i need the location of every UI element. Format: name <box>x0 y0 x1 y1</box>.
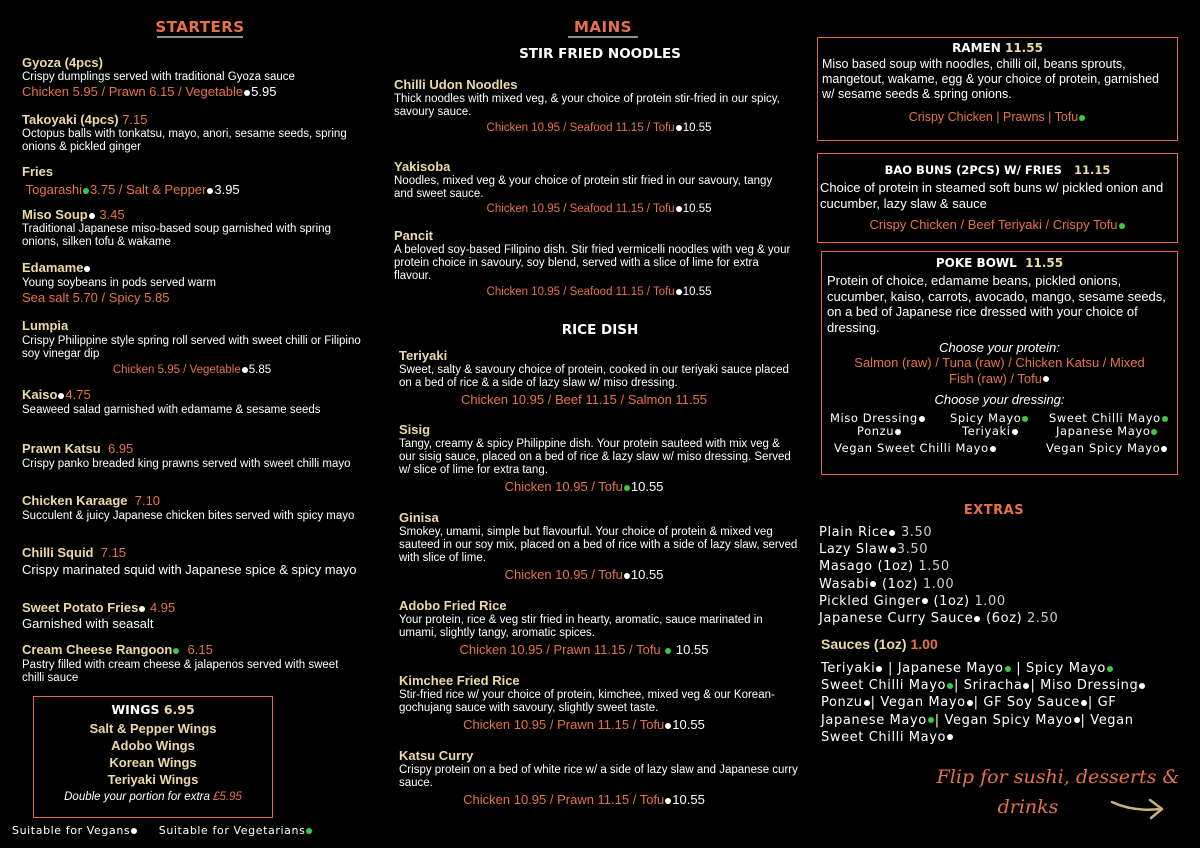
item-miso-soup <box>22 207 362 249</box>
item-name: Gyoza (4pcs) <box>22 55 103 70</box>
item-name <box>22 600 362 616</box>
opts-b: 10.55 <box>682 286 712 298</box>
vegan-dot-icon <box>922 598 928 604</box>
extra-price: 3.50 <box>900 525 933 540</box>
extra-item <box>819 610 1179 627</box>
vegan-dot-icon <box>864 700 870 706</box>
vegan-dot-icon <box>676 125 682 131</box>
vegan-dot-icon <box>207 188 213 194</box>
extra-name: Plain Rice <box>819 525 889 540</box>
item-name: Kimchee Fried Rice <box>399 673 520 688</box>
legend-vegan: Suitable for Vegans <box>12 824 131 837</box>
vegetarian-dot-icon <box>665 648 671 654</box>
item-desc: Garnished with seasalt <box>22 616 154 631</box>
mains-underline <box>568 36 638 38</box>
dressing-japanese-mayo <box>1056 424 1158 438</box>
item-options <box>399 792 799 808</box>
item-price: 7.15 <box>122 112 148 127</box>
sauce: Ponzu <box>821 695 863 711</box>
item-price: 7.15 <box>100 545 127 560</box>
item-sweet-potato-fries <box>22 600 362 632</box>
wings-note <box>34 791 272 803</box>
vegan-dot-icon <box>974 616 980 622</box>
ramen-options-text: Crispy Chicken | Prawns | Tofu <box>908 110 1079 124</box>
item-options: Chicken 10.95 / Beef 11.15 / Salmon 11.55 <box>461 392 707 407</box>
sauce: Spicy Mayo <box>1026 661 1106 676</box>
opts-a: Chicken 10.95 / Seafood 11.15 / Tofu <box>486 203 675 215</box>
vegetarian-dot-icon <box>947 683 953 689</box>
item-name: Ginisa <box>399 510 439 525</box>
dressing-sweet-chilli-mayo <box>1049 411 1169 425</box>
item-name: Fries <box>22 164 54 179</box>
item-cream-cheese-rangoon <box>22 642 362 685</box>
opts-a: Chicken 10.95 / Seafood 11.15 / Tofu <box>486 286 675 298</box>
vegan-dot-icon <box>1043 376 1049 382</box>
extras-list <box>819 524 1179 627</box>
bao-desc: Choice of protein in steamed soft buns w/ pickled onion and cucumber, lazy slaw & sauce <box>820 180 1164 211</box>
item-name <box>22 260 362 276</box>
vegetarian-dot-icon <box>624 485 630 491</box>
item-desc: Octopus balls with tonkatsu, mayo, anori, sesame seeds, spring onions & pickled ginger <box>22 128 347 153</box>
sauces-line: Teriyaki | Japanese Mayo | Spicy Mayo <box>821 660 1185 677</box>
sauces-line: Ponzu | Vegan Mayo | GF Soy Sauce | GF <box>821 695 1117 711</box>
extra-item <box>819 558 1179 575</box>
dressing-miso <box>830 411 926 425</box>
vegan-dot-icon <box>895 429 901 435</box>
extra-price: 3.50 <box>896 542 929 558</box>
item-price: 6.95 <box>107 441 134 456</box>
extra-item <box>819 593 1179 610</box>
item-name: Sisig <box>399 422 431 437</box>
wings-list <box>34 720 272 788</box>
mains-title <box>553 18 653 38</box>
vegetarian-dot-icon <box>1162 416 1168 422</box>
vegan-dot-icon <box>1139 683 1145 689</box>
item-price: 4.75 <box>65 387 91 402</box>
extras-title: EXTRAS <box>963 503 1025 518</box>
item-options <box>394 285 794 299</box>
sauces-title <box>821 636 938 652</box>
vegan-dot-icon <box>131 828 137 834</box>
item-options: Sea salt 5.70 / Spicy 5.85 <box>22 290 170 305</box>
wings-title <box>34 702 272 717</box>
bao-title <box>818 163 1177 177</box>
vegan-dot-icon <box>876 666 882 672</box>
sauce: Vegan Mayo <box>880 695 966 711</box>
item-name: Pancit <box>394 228 434 243</box>
wings-note-text: Double your portion for extra <box>64 791 210 803</box>
dressing-label: Japanese Mayo <box>1056 424 1151 438</box>
item-options <box>22 363 362 377</box>
item-name: Katsu Curry <box>399 748 474 763</box>
poke-proteins <box>822 355 1177 386</box>
extra-name: Japanese Curry Sauce <box>819 611 974 627</box>
item-options <box>394 202 794 216</box>
item-options <box>394 121 794 135</box>
item-edamame <box>22 260 362 306</box>
item-name <box>22 545 362 561</box>
item-name: Chilli Udon Noodles <box>394 77 518 92</box>
extra-name: Wasabi <box>819 576 870 592</box>
item-desc: Traditional Japanese miso-based soup garnished with spring onions, silken tofu & wakame <box>22 223 331 248</box>
item-name-text: Kaiso <box>22 387 58 402</box>
wings-title-text: WINGS <box>111 702 160 717</box>
vegan-dot-icon <box>1012 429 1018 435</box>
vegetarian-dot-icon <box>1005 666 1011 672</box>
sauces-list <box>821 660 1185 746</box>
vegan-dot-icon <box>676 206 682 212</box>
starters-underline <box>157 36 243 38</box>
item-desc: Your protein, rice & veg stir fried in hearty, aromatic, sauce marinated in umami, slightly tangy, aromatic spices. <box>399 614 763 639</box>
item-name <box>22 112 362 128</box>
dressing-vegan-spicy-mayo <box>1046 441 1168 455</box>
sauces-line: Sweet Chilli Mayo <box>821 729 1185 746</box>
extra-price: 2.50 <box>1027 611 1059 627</box>
opts-b: 10.55 <box>672 717 705 732</box>
item-desc: Smokey, umami, simple but flavourful. Your choice of protein & mixed veg sauteed in our soy mix, placed on a bed of rice with a side of lazy slaw, served with slice of lime. <box>399 526 798 564</box>
vegan-dot-icon <box>676 289 682 295</box>
opts-a: Chicken 10.95 / Prawn 11.15 / Tofu <box>459 642 661 657</box>
item-name: Adobo Fried Rice <box>399 598 507 613</box>
item-lumpia <box>22 318 362 377</box>
vegetarian-dot-icon <box>928 717 934 723</box>
item-katsu-curry <box>399 748 799 808</box>
item-name-text: Sweet Potato Fries <box>22 600 139 615</box>
bao-box <box>817 153 1178 243</box>
bao-options <box>818 217 1177 232</box>
vegan-dot-icon <box>870 581 876 587</box>
item-ginisa <box>399 510 799 583</box>
opts-b: 5.85 <box>248 364 272 376</box>
vegetarian-dot-icon <box>83 188 89 194</box>
bao-title-text: BAO BUNS (2PCS) W/ FRIES <box>884 163 1062 177</box>
starters-title <box>150 18 250 38</box>
item-teriyaki <box>399 348 799 408</box>
item-options <box>22 182 362 198</box>
item-desc: Crispy Philippine style spring roll served with sweet chilli or Filipino soy vinegar dip <box>22 335 361 360</box>
item-pancit <box>394 228 794 299</box>
vegetarian-dot-icon <box>1151 429 1157 435</box>
extra-name: Masago (1oz) <box>819 559 914 575</box>
wings-item: Teriyaki Wings <box>107 772 199 787</box>
extra-price: 1.00 <box>974 593 1006 609</box>
item-desc: Pastry filled with cream cheese & jalapenos served with sweet chilli sauce <box>22 659 339 684</box>
dietary-legend <box>12 824 313 837</box>
item-fries <box>22 164 362 198</box>
item-desc: Seaweed salad garnished with edamame & sesame seeds <box>22 404 321 416</box>
item-name-text: Takoyaki (4pcs) <box>22 112 119 127</box>
item-desc: Stir-fried rice w/ your choice of protein, kimchee, mixed veg & our Korean-gochujang sauce with savoury, slightly sweet taste. <box>399 689 775 714</box>
wings-box <box>33 696 273 818</box>
opts-b: 10.55 <box>672 792 705 807</box>
poke-proteins-line: Salmon (raw) / Tuna (raw) / Chicken Katsu / Mixed <box>854 355 1145 370</box>
vegan-dot-icon <box>89 213 95 219</box>
vegetarian-dot-icon <box>306 828 312 834</box>
dressing-label: Vegan Sweet Chilli Mayo <box>834 441 989 455</box>
vegan-dot-icon <box>890 547 896 553</box>
item-desc: Thick noodles with mixed veg, & your choice of protein stir-fried in our spicy, savoury sauce. <box>394 93 780 118</box>
dressing-label: Vegan Spicy Mayo <box>1046 441 1161 455</box>
ramen-title <box>818 41 1177 55</box>
sauce: Miso Dressing <box>1040 678 1139 694</box>
extra-price: 1.00 <box>922 576 955 592</box>
vegan-dot-icon <box>244 90 250 96</box>
dressing-ponzu <box>857 424 902 438</box>
bao-options-text: Crispy Chicken / Beef Teriyaki / Crispy Tofu <box>869 217 1118 232</box>
flip-line-2: drinks <box>997 796 1059 818</box>
vegan-dot-icon <box>665 798 671 804</box>
dressing-spicy-mayo <box>950 411 1029 425</box>
opts-a: Chicken 10.95 / Prawn 11.15 / Tofu <box>463 792 665 807</box>
rice-dish-title: RICE DISH <box>561 322 639 338</box>
item-gyoza <box>22 55 362 100</box>
item-name-text: Chicken Karaage <box>22 493 128 508</box>
poke-proteins-line <box>822 371 1177 387</box>
extra-name: Pickled Ginger <box>819 593 921 609</box>
extra-name: Lazy Slaw <box>819 542 889 558</box>
item-chilli-squid <box>22 545 362 578</box>
ramen-box <box>817 37 1178 141</box>
item-prawn-katsu <box>22 441 362 471</box>
vegetarian-dot-icon <box>1079 115 1085 121</box>
opts-a: Chicken 10.95 / Prawn 11.15 / Tofu <box>463 717 665 732</box>
item-name-text: Edamame <box>22 260 84 275</box>
poke-box <box>821 251 1178 475</box>
sauces-line: Sweet Chilli Mayo | Sriracha | Miso Dressing <box>821 677 1185 694</box>
opts-b: 10.55 <box>682 203 712 215</box>
dressing-label: Miso Dressing <box>830 411 918 425</box>
wings-note-price: £5.95 <box>213 791 242 803</box>
extra-qty: (1oz) <box>933 593 970 609</box>
item-name-text: Prawn Katsu <box>22 441 101 456</box>
opts-b: 10.55 <box>630 479 664 494</box>
opts-b: 3.75 / Salt & Pepper <box>90 182 207 197</box>
vegan-dot-icon <box>1023 683 1029 689</box>
item-options <box>22 84 362 100</box>
poke-protein-label: Choose your protein: <box>939 340 1060 355</box>
vegan-dot-icon <box>1161 446 1167 452</box>
poke-proteins-text: Fish (raw) / Tofu <box>949 370 1042 386</box>
ramen-options <box>818 110 1177 124</box>
flip-line-1: Flip for sushi, desserts & <box>936 766 1180 788</box>
vegan-dot-icon <box>990 446 996 452</box>
opts-a: Chicken 10.95 / Seafood 11.15 / Tofu <box>486 122 675 134</box>
item-kaiso <box>22 387 362 417</box>
sauce: Vegan Spicy Mayo <box>944 712 1073 728</box>
opts-a: Chicken 5.95 / Vegetable <box>112 364 241 376</box>
vegan-dot-icon <box>665 723 671 729</box>
ramen-title-text: RAMEN <box>952 41 1001 55</box>
item-name: Lumpia <box>22 318 69 333</box>
vegetarian-dot-icon <box>1107 666 1113 672</box>
poke-desc: Protein of choice, edamame beans, pickled onions, cucumber, kaiso, carrots, avocado, mango, sesame seeds, on a bed of Japanese rice dressed with your choice of dressing. <box>827 273 1166 335</box>
item-name: Teriyaki <box>399 348 448 363</box>
noodles-title: STIR FRIED NOODLES <box>519 46 681 62</box>
dressing-label: Ponzu <box>857 424 895 438</box>
item-name <box>22 387 362 403</box>
opts-b: 10.55 <box>630 567 664 582</box>
vegan-dot-icon <box>84 266 90 272</box>
item-name-text: Miso Soup <box>22 207 88 222</box>
opts-b: 10.55 <box>682 122 712 134</box>
item-name <box>22 207 362 223</box>
vegetarian-dot-icon <box>1022 416 1028 422</box>
poke-price: 11.55 <box>1025 256 1064 270</box>
extra-item <box>819 524 1179 541</box>
item-chilli-udon <box>394 77 794 135</box>
extra-item <box>819 576 1179 593</box>
sauce: Sweet Chilli Mayo <box>821 678 947 694</box>
vegan-dot-icon <box>919 416 925 422</box>
item-desc: Crispy panko breaded king prawns served with sweet chilli mayo <box>22 458 351 470</box>
item-kimchee-fried-rice <box>399 673 799 733</box>
item-price: 3.45 <box>99 207 125 222</box>
vegan-dot-icon <box>58 393 64 399</box>
opts-b: 10.55 <box>675 642 709 657</box>
item-name-text: Chilli Squid <box>22 545 94 560</box>
wings-item: Adobo Wings <box>111 738 195 753</box>
sauces-price: 1.00 <box>910 636 938 652</box>
dressing-vegan-sweet-chilli-mayo <box>834 441 997 455</box>
item-chicken-karaage <box>22 493 362 523</box>
item-desc: Crispy marinated squid with Japanese spice & spicy mayo <box>22 562 357 577</box>
opts-a: Togarashi <box>25 182 82 197</box>
wings-item: Korean Wings <box>109 755 197 770</box>
vegetarian-dot-icon <box>1119 223 1125 229</box>
item-name: Yakisoba <box>394 159 451 174</box>
item-name-text: Cream Cheese Rangoon <box>22 642 173 657</box>
poke-dressing-label: Choose your dressing: <box>934 392 1065 407</box>
opts-a: Chicken 10.95 / Tofu <box>504 479 623 494</box>
dressing-teriyaki <box>962 424 1019 438</box>
poke-title <box>822 256 1177 270</box>
arrow-right-icon <box>1108 792 1168 822</box>
starters-title-text: STARTERS <box>155 18 245 36</box>
extra-price: 1.50 <box>918 559 950 575</box>
extra-qty: (1oz) <box>881 576 919 592</box>
ramen-desc: Miso based soup with noodles, chilli oil, beans sprouts, mangetout, wakame, egg & your choice of protein, garnished w/ sesame seeds & spring onions. <box>822 57 1160 101</box>
item-desc: Tangy, creamy & spicy Philippine dish. Your protein sauteed with mix veg & our sisig sauce, placed on a bed of rice & lazy slaw w/ miso dressing. Served w/ slice of lime for extra tang. <box>399 438 791 476</box>
item-yakisoba <box>394 159 794 216</box>
vegan-dot-icon <box>624 573 630 579</box>
ramen-price: 11.55 <box>1004 41 1043 55</box>
item-desc: Crispy dumplings served with traditional Gyoza sauce <box>22 71 295 83</box>
item-takoyaki <box>22 112 362 154</box>
item-name <box>22 441 362 457</box>
item-desc: Succulent & juicy Japanese chicken bites served with spicy mayo <box>22 510 355 522</box>
dressing-label: Sweet Chilli Mayo <box>1049 411 1161 425</box>
dressing-label: Teriyaki <box>962 424 1011 438</box>
sauce: Sriracha <box>963 678 1023 694</box>
extra-qty: (6oz) <box>986 611 1023 627</box>
poke-dressings <box>822 411 1177 455</box>
item-price: 4.95 <box>149 600 176 615</box>
opts-a: Chicken 5.95 / Prawn 6.15 / Vegetable <box>22 84 244 99</box>
sauce: Japanese Mayo <box>897 661 1004 676</box>
vegan-dot-icon <box>1074 717 1080 723</box>
dressing-label: Spicy Mayo <box>950 411 1022 425</box>
item-options <box>399 479 799 495</box>
wings-item: Salt & Pepper Wings <box>89 721 217 736</box>
opts-a: Chicken 10.95 / Tofu <box>504 567 623 582</box>
vegan-dot-icon <box>242 367 248 373</box>
item-options <box>399 642 799 658</box>
wings-price: 6.95 <box>163 702 195 717</box>
sauces-title-text: Sauces (1oz) <box>821 636 907 652</box>
vegetarian-dot-icon <box>173 648 179 654</box>
extra-item <box>819 541 1179 558</box>
item-price: 6.15 <box>187 642 213 657</box>
item-name <box>22 493 362 509</box>
sauce: Teriyaki <box>821 661 876 676</box>
bao-price: 11.15 <box>1073 163 1111 177</box>
opts-c: 3.95 <box>214 182 240 197</box>
item-desc: Young soybeans in pods served warm <box>22 277 216 289</box>
item-sisig <box>399 422 799 495</box>
opts-b: 5.95 <box>251 84 277 99</box>
item-desc: Noodles, mixed veg & your choice of protein stir fried in our savoury, tangy and sweet sauce. <box>394 175 773 200</box>
sauces-line: Japanese Mayo | Vegan Spicy Mayo | Vegan <box>821 712 1134 728</box>
vegan-dot-icon <box>1081 700 1087 706</box>
vegan-dot-icon <box>139 606 145 612</box>
legend-vegetarian: Suitable for Vegetarians <box>158 824 306 837</box>
item-desc: A beloved soy-based Filipino dish. Stir fried vermicelli noodles with veg & your protein choice in savoury, soy blend, served with a slice of lime for extra flavour. <box>394 244 791 282</box>
item-options <box>399 567 799 583</box>
item-desc: Crispy protein on a bed of white rice w/ a side of lazy slaw and Japanese curry sauce. <box>399 764 798 789</box>
vegan-dot-icon <box>889 530 895 536</box>
vegan-dot-icon <box>967 700 973 706</box>
item-name <box>22 642 362 658</box>
item-price: 7.10 <box>134 493 161 508</box>
mains-title-text: MAINS <box>574 18 632 36</box>
vegan-dot-icon <box>947 734 953 740</box>
sauce: GF Soy Sauce <box>983 695 1080 711</box>
item-desc: Sweet, salty & savoury choice of protein, cooked in our teriyaki sauce placed on a bed of rice & a side of lazy slaw w/ miso dressing. <box>399 364 789 389</box>
poke-title-text: POKE BOWL <box>935 256 1017 270</box>
item-adobo-fried-rice <box>399 598 799 658</box>
item-options <box>399 717 799 733</box>
